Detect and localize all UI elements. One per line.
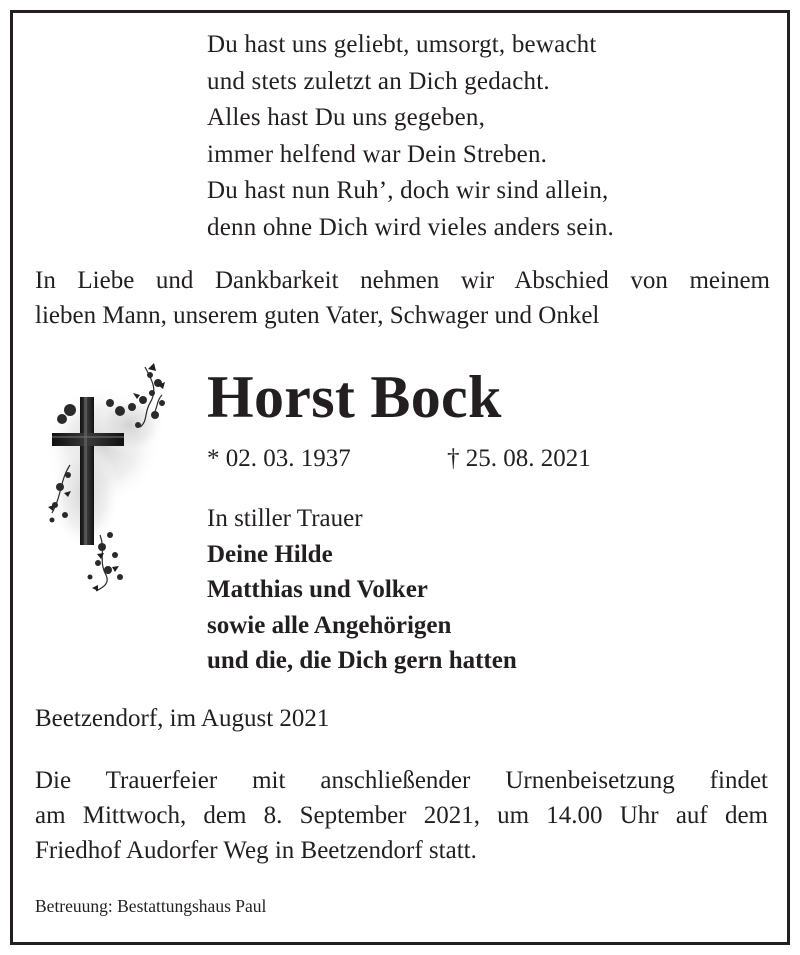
mourners-block (207, 501, 517, 679)
service-line: am Mittwoch, dem 8. September 2021, um 14.00 Uhr auf dem (35, 802, 768, 829)
mourner-line: Matthias und Volker (207, 576, 428, 603)
funeral-home-credit: Betreuung: Bestattungshaus Paul (35, 896, 267, 916)
farewell-intro (35, 263, 770, 333)
intro-line: In Liebe und Dankbarkeit nehmen wir Abschied von meinem (35, 267, 770, 294)
poem-line: Du hast nun Ruh’, doch wir sind allein, (207, 177, 609, 204)
service-line: Die Trauerfeier mit anschließender Urnenbeisetzung findet (35, 767, 768, 794)
cross-with-ivy-icon (40, 355, 180, 595)
funeral-service-info (35, 763, 768, 868)
intro-line: lieben Mann, unserem guten Vater, Schwager und Onkel (35, 302, 600, 329)
service-line: Friedhof Audorfer Weg in Beetzendorf statt. (35, 837, 477, 864)
mourners-intro: In stiller Trauer (207, 505, 363, 532)
poem-line: und stets zuletzt an Dich gedacht. (207, 67, 550, 95)
birth-date: * 02. 03. 1937 (207, 445, 351, 472)
deceased-name: Horst Bock (207, 364, 502, 430)
poem-line: immer helfend war Dein Streben. (207, 140, 548, 168)
poem-line: Du hast uns geliebt, umsorgt, bewacht (207, 31, 597, 58)
poem-line: Alles hast Du uns gegeben, (207, 104, 486, 131)
mourner-line: Deine Hilde (207, 540, 333, 568)
death-date: † 25. 08. 2021 (447, 445, 591, 472)
memorial-poem (207, 27, 614, 246)
mourner-line: und die, die Dich gern hatten (207, 647, 517, 674)
place-and-date: Beetzendorf, im August 2021 (35, 705, 330, 732)
poem-line: denn ohne Dich wird vieles anders sein. (207, 213, 614, 241)
mourner-line: sowie alle Angehörigen (207, 611, 452, 639)
